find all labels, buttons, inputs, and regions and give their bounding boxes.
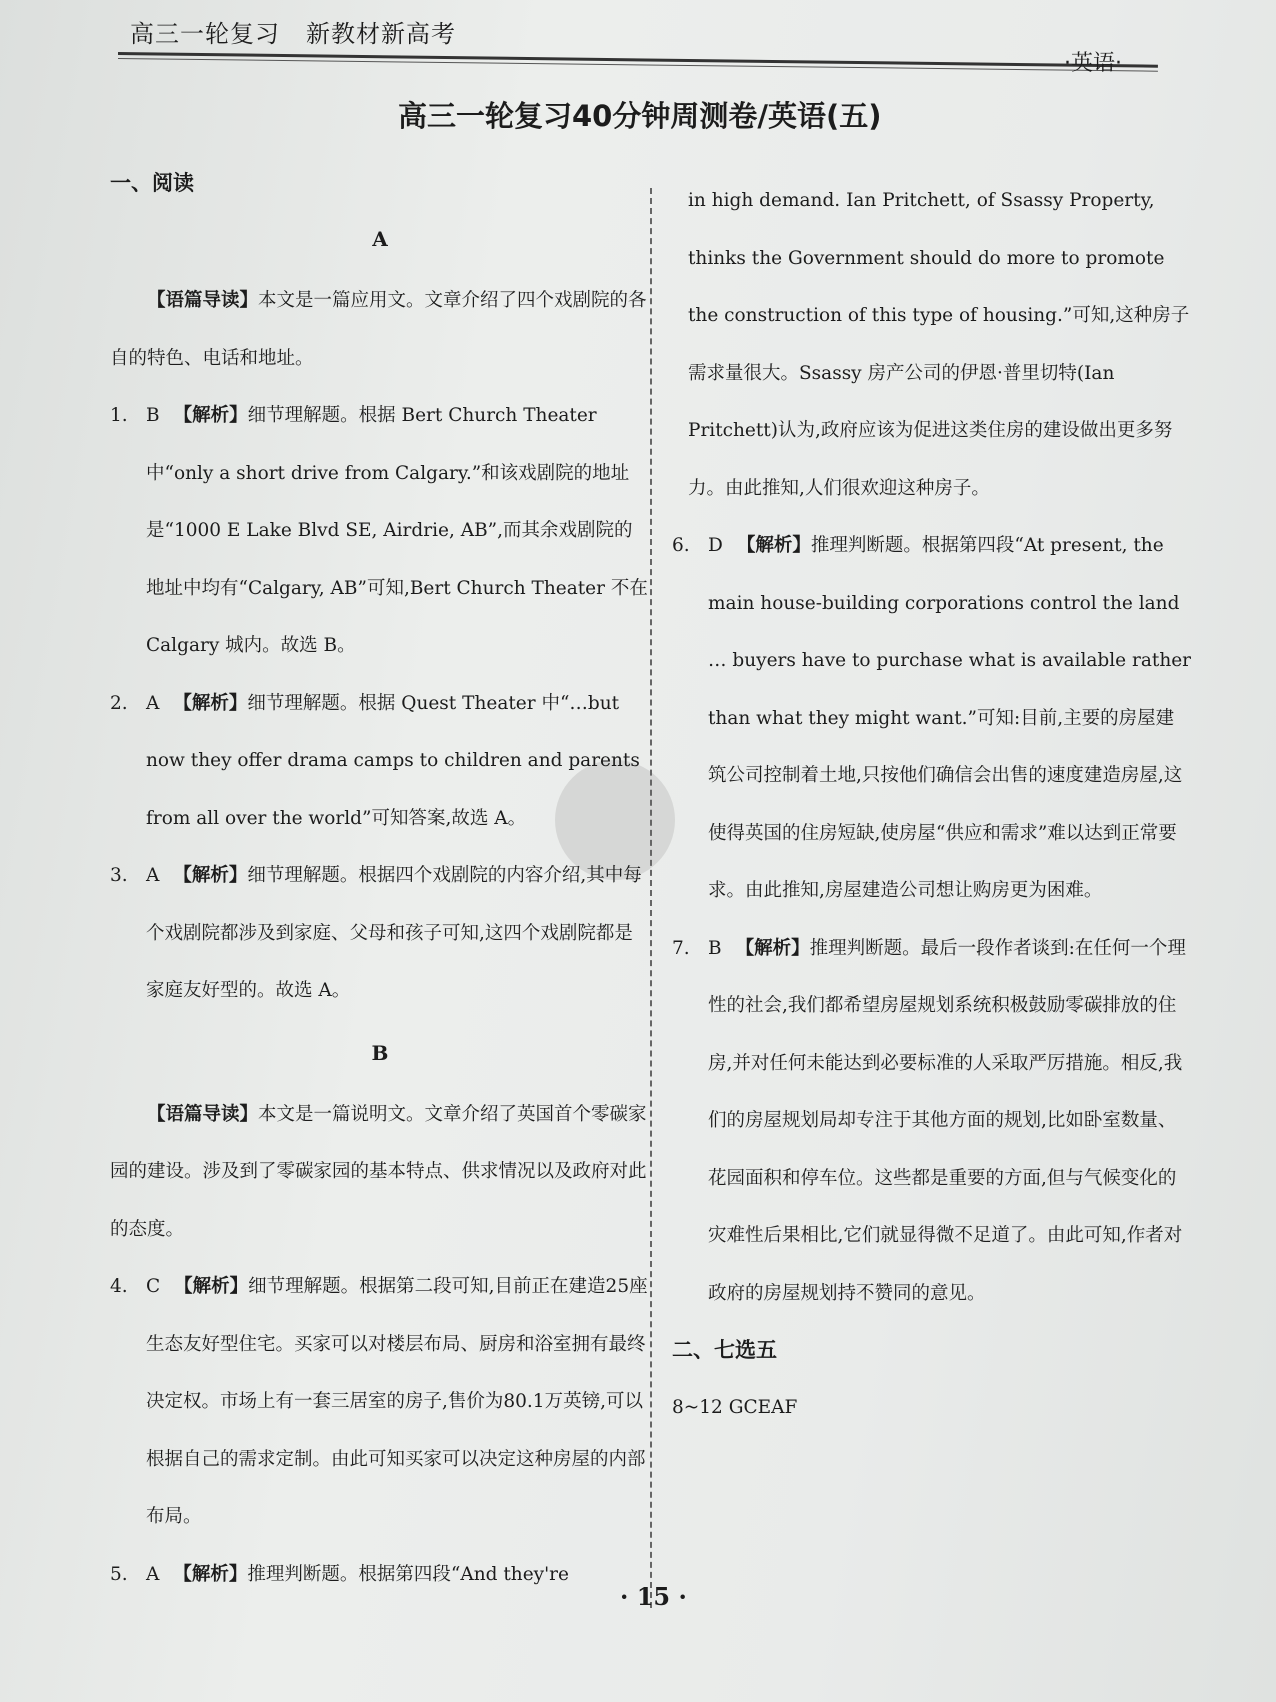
answer-item-3 xyxy=(110,847,650,1020)
item-text: 细节理解题。根据第二段可知,目前正在建造25座生态友好型住宅。买家可以对楼层布局、厨房和浴室拥有最终决定权。市场上有一套三居室的房子,售价为80.1万英镑,可以根据自己的需求定制。由此可知买家可以决定这种房屋的内部布局。 xyxy=(146,1276,648,1527)
guide-text: 本文是一篇说明文。文章介绍了英国首个零碳家园的建设。涉及到了零碳家园的基本特点、供求情况以及政府对此的态度。 xyxy=(110,1103,647,1240)
answer-item-6 xyxy=(672,517,1192,920)
subtitle-label: 新教材新高考 xyxy=(306,20,456,48)
left-column xyxy=(110,160,650,1603)
item-answer: C xyxy=(146,1276,161,1297)
analysis-tag: 【解析】 xyxy=(736,535,811,556)
item-answer: A xyxy=(146,692,160,714)
item-number: 1. xyxy=(110,405,128,426)
item-answer: D xyxy=(708,535,723,556)
item-answer: A xyxy=(146,865,160,886)
seven-five-answer: 8~12 GCEAF xyxy=(672,1397,798,1418)
item-text: 推理判断题。最后一段作者谈到:在任何一个理性的社会,我们都希望房屋规划系统积极鼓励零碳排放的住房,并对任何未能达到必要标准的人采取严厉措施。相反,我们的房屋规划局却专注于其他方面的规划,比如卧室数量、花园面积和停车位。这些都是重要的方面,但与气候变化的灾难性后果相比,它们就显得微不足道了。由此可知,作者对政府的房屋规划持不赞同的意见。 xyxy=(708,937,1186,1304)
item-answer: B xyxy=(708,937,722,959)
answer-item-2 xyxy=(110,675,650,848)
item-text: 细节理解题。根据 Bert Church Theater 中“only a short drive from Calgary.”和该戏剧院的地址是“1000 E Lake Blvd SE, Airdrie, AB”,而其余戏剧院的地址中均有“Calgary, AB”可知,Bert Church Theater 不在 Calgary 城内。故选 B。 xyxy=(146,405,648,656)
passage-a-label: A xyxy=(372,227,388,251)
section-seven-five: 二、七选五 xyxy=(672,1338,777,1362)
series-label: 高三一轮复习 xyxy=(130,20,280,48)
analysis-tag: 【解析】 xyxy=(173,405,248,426)
item-number: 6. xyxy=(672,535,690,556)
item-text: 推理判断题。根据第四段“And they're xyxy=(247,1563,569,1585)
answer-item-4 xyxy=(110,1258,650,1546)
analysis-tag: 【解析】 xyxy=(173,865,248,886)
analysis-tag: 【解析】 xyxy=(735,937,810,959)
item-text: 细节理解题。根据 Quest Theater 中“…but now they offer drama camps to children and parents from all over the world”可知答案,故选 A。 xyxy=(146,692,640,829)
answer-item-1 xyxy=(110,387,650,675)
item-answer: B xyxy=(146,405,160,426)
answer-item-7 xyxy=(672,920,1192,1323)
item-number: 3. xyxy=(110,865,128,886)
item-number: 5. xyxy=(110,1563,128,1585)
item-answer: A xyxy=(146,1563,160,1585)
page-number: · 15 · xyxy=(620,1582,687,1611)
guide-tag: 【语篇导读】 xyxy=(147,1103,259,1125)
passage-b-label: B xyxy=(371,1040,389,1065)
analysis-tag: 【解析】 xyxy=(173,1563,248,1585)
page-title: 高三一轮复习40分钟周测卷/英语(五) xyxy=(398,99,882,133)
guide-text: 本文是一篇应用文。文章介绍了四个戏剧院的各自的特色、电话和地址。 xyxy=(110,290,647,369)
right-column xyxy=(672,160,1192,1437)
item-text: 推理判断题。根据第四段“At present, the main house-building corporations control the land … buyers have to purchase what is available rather than what they might want.”可知:目前,主要的房屋建筑公司控制着土地,只按他们确信会出售的速度建造房屋,这使得英国的住房短缺,使房屋“供应和需求”难以达到正常要求。由此推知,房屋建造公司想让购房更为困难。 xyxy=(708,535,1192,901)
guide-tag: 【语篇导读】 xyxy=(147,290,259,311)
item-number: 2. xyxy=(110,692,128,714)
passage-b-guide xyxy=(110,1086,650,1259)
column-divider xyxy=(650,188,652,1608)
answer-item-5 xyxy=(110,1546,650,1604)
item-text: 细节理解题。根据四个戏剧院的内容介绍,其中每个戏剧院都涉及到家庭、父母和孩子可知,这四个戏剧院都是家庭友好型的。故选 A。 xyxy=(146,865,642,1001)
passage-a-guide xyxy=(110,272,650,387)
section-reading: 一、阅读 xyxy=(110,171,194,195)
analysis-tag: 【解析】 xyxy=(173,692,248,714)
analysis-tag: 【解析】 xyxy=(174,1276,249,1297)
answer-item-5-continued: in high demand. Ian Pritchett, of Ssassy Property, thinks the Government should do more to promote the construction of this type of housing.”可知,这种房子需求量很大。Ssassy 房产公司的伊恩·普里切特(Ian Pritchett)认为,政府应该为促进这类住房的建设做出更多努力。由此推知,人们很欢迎这种房子。 xyxy=(688,190,1190,499)
item-number: 7. xyxy=(672,937,690,959)
item-number: 4. xyxy=(110,1276,128,1297)
subject-label: ·英语· xyxy=(1064,51,1122,76)
running-header xyxy=(130,14,456,49)
